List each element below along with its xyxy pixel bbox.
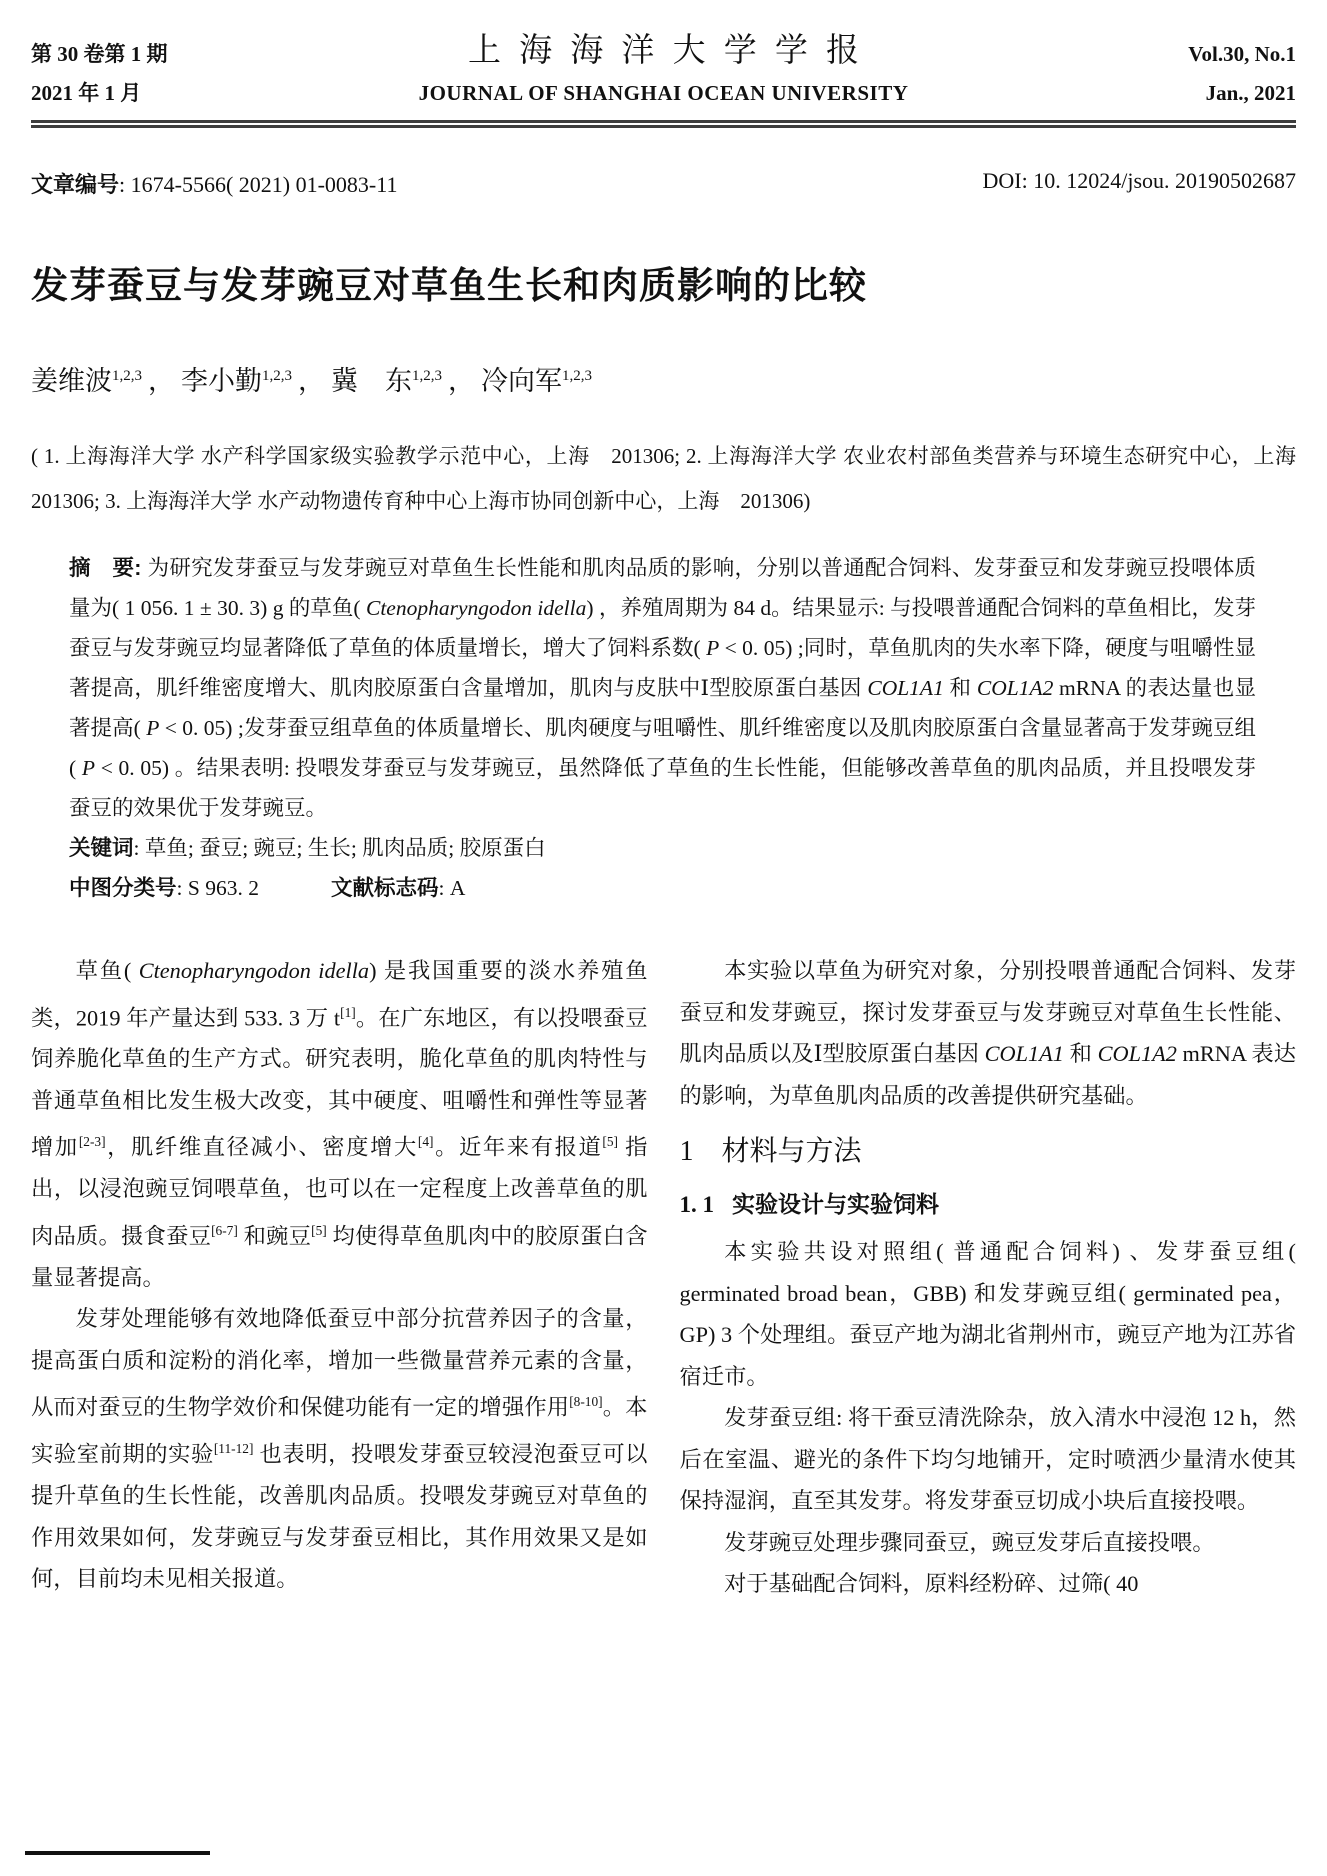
author-name: 李小勤 xyxy=(181,366,262,396)
subsection-heading xyxy=(680,1184,1297,1225)
authors-line xyxy=(31,359,1296,398)
abstract-text: 为研究发芽蚕豆与发芽豌豆对草鱼生长性能和肌肉品质的影响，分别以普通配合饲料、发芽蚕豆和发芽豌豆投喂体质量为( 1 056. 1 ± 30. 3) g 的草鱼( Ctenopharyngodon idella) ，养殖周期为 84 d。结果显示: 与投喂普通配合饲料的草鱼相比，发芽蚕豆与发芽豌豆均显著降低了草鱼的体质量增长，增大了饲料系数( P < 0. 05) ;同时，草鱼肌肉的失水率下降，硬度与咀嚼性显著提高，肌纤维密度增大、肌肉胶原蛋白含量增加，肌肉与皮肤中Ⅰ型胶原蛋白基因 COL1A1 和 COL1A2 mRNA 的表达量也显著提高( P < 0. 05) ;发芽蚕豆组草鱼的体质量增长、肌肉硬度与咀嚼性、肌纤维密度以及肌肉胶原蛋白含量显著高于发芽豌豆组( P < 0. 05) 。结果表明: 投喂发芽蚕豆与发芽豌豆，虽然降低了草鱼的生长性能，但能够改善草鱼的肌肉品质，并且投喂发芽蚕豆的效果优于发芽豌豆。 xyxy=(69,556,1257,820)
author-superscript: 1,2,3 xyxy=(412,368,442,384)
paragraph: 对于基础配合饲料，原料经粉碎、过筛( 40 xyxy=(724,1571,1139,1596)
keywords-label: 关键词 xyxy=(69,836,134,860)
body-columns xyxy=(31,950,1296,1605)
left-column xyxy=(31,950,648,1605)
clc-value: : S 963. 2 xyxy=(176,876,259,900)
subsection-number: 1. 1 xyxy=(679,1192,714,1217)
header-row-1 xyxy=(31,24,1296,71)
author xyxy=(181,366,292,396)
author-separator: ， xyxy=(448,366,475,396)
article-id xyxy=(31,168,397,199)
doc-code-value: : A xyxy=(438,876,466,900)
paragraph: 发芽处理能够有效地降低蚕豆中部分抗营养因子的含量，提高蛋白质和淀粉的消化率，增加一些微量营养元素的含量，从而对蚕豆的生物学效价和保健功能有一定的增强作用[8-10]。本实验室前期的实验[11-12] 也表明，投喂发芽蚕豆较浸泡蚕豆可以提升草鱼的生长性能，改善肌肉品质。投喂发芽豌豆对草鱼的作用效果如何，发芽豌豆与发芽蚕豆相比，其作用效果又是如何，目前均未见相关报道。 xyxy=(31,1306,648,1592)
clc-line xyxy=(69,868,1256,908)
section-heading: 1 材料与方法 xyxy=(679,1136,862,1167)
affiliation-text: ( 1. 上海海洋大学 水产科学国家级实验教学示范中心，上海 201306; 2. 上海海洋大学 农业农村部鱼类营养与环境生态研究中心，上海 201306; 3. 上海海洋大学 水产动物遗传育种中心上海市协同创新中心，上海 201306) xyxy=(31,444,1317,513)
author-superscript: 1,2,3 xyxy=(562,368,592,384)
abstract-colon: : xyxy=(134,556,148,580)
abstract-block xyxy=(69,548,1256,908)
header-row-2 xyxy=(31,77,1296,107)
author-name: 冀 东 xyxy=(331,366,412,396)
abstract-label: 摘 要 xyxy=(69,556,135,580)
paragraph: 草鱼( Ctenopharyngodon idella) 是我国重要的淡水养殖鱼类，2019 年产量达到 533. 3 万 t[1]。在广东地区，有以投喂蚕豆饲养脆化草鱼的生产方式。研究表明，脆化草鱼的肌肉特性与普通草鱼相比发生极大改变，其中硬度、咀嚼性和弹性等显著增加[2-3]，肌纤维直径减小、密度增大[4]。近年来有报道[5] 指出，以浸泡豌豆饲喂草鱼，也可以在一定程度上改善草鱼的肌肉品质。摄食蚕豆[6-7] 和豌豆[5] 均使得草鱼肌肉中的胶原蛋白含量显著提高。 xyxy=(31,958,648,1290)
paragraph: 本实验以草鱼为研究对象，分别投喂普通配合饲料、发芽蚕豆和发芽豌豆，探讨发芽蚕豆与发芽豌豆对草鱼生长性能、肌肉品质以及Ⅰ型胶原蛋白基因 COL1A1 和 COL1A2 mRNA 表达的影响，为草鱼肌肉品质的改善提供研究基础。 xyxy=(679,958,1297,1108)
author-superscript: 1,2,3 xyxy=(112,368,142,384)
author-name: 姜维波 xyxy=(31,366,112,396)
abstract-paragraph xyxy=(69,548,1256,828)
issue-date-en: Jan., 2021 xyxy=(1205,81,1296,105)
doc-code-label: 文献标志码 xyxy=(330,876,439,900)
page-header xyxy=(31,24,1296,128)
journal-title-en: JOURNAL OF SHANGHAI OCEAN UNIVERSITY xyxy=(418,81,909,105)
author xyxy=(481,366,592,396)
author-separator: ， xyxy=(298,366,325,396)
volume-issue-cn: 第 30 卷第 1 期 xyxy=(31,42,168,66)
subsection-title: 实验设计与实验饲料 xyxy=(732,1191,939,1217)
author-separator: ， xyxy=(148,366,175,396)
article-meta-row xyxy=(31,168,1296,199)
paragraph: 发芽蚕豆组: 将干蚕豆清洗除杂，放入清水中浸泡 12 h，然后在室温、避光的条件下均匀地铺开，定时喷洒少量清水使其保持湿润，直至其发芽。将发芽蚕豆切成小块后直接投喂。 xyxy=(679,1405,1296,1513)
clc-label: 中图分类号 xyxy=(69,876,177,900)
issue-date-cn: 2021 年 1 月 xyxy=(31,81,142,105)
right-column xyxy=(680,950,1297,1605)
article-id-label: 文章编号 xyxy=(31,172,120,197)
volume-issue-en: Vol.30, No.1 xyxy=(1188,42,1296,66)
paragraph: 本实验共设对照组( 普通配合饲料) 、发芽蚕豆组( germinated broad bean，GBB) 和发芽豌豆组( germinated pea，GP) 3 个处理组。蚕豆产地为湖北省荆州市，豌豆产地为江苏省宿迁市。 xyxy=(679,1239,1296,1389)
author xyxy=(31,366,142,396)
author xyxy=(331,366,442,396)
footnote-divider xyxy=(25,1851,210,1855)
article-id-value: : 1674-5566( 2021) 01-0083-11 xyxy=(119,172,398,197)
journal-title-cn: 上海海洋大学学报 xyxy=(467,33,878,69)
author-name: 冷向军 xyxy=(481,366,562,396)
author-superscript: 1,2,3 xyxy=(262,368,292,384)
keywords-line xyxy=(69,828,1256,868)
paragraph: 发芽豌豆处理步骤同蚕豆，豌豆发芽后直接投喂。 xyxy=(724,1529,1215,1555)
doi-text: DOI: 10. 12024/jsou. 20190502687 xyxy=(982,168,1296,193)
keywords-text: : 草鱼; 蚕豆; 豌豆; 生长; 肌肉品质; 胶原蛋白 xyxy=(133,836,546,860)
article-title: 发芽蚕豆与发芽豌豆对草鱼生长和肉质影响的比较 xyxy=(31,265,867,306)
header-divider xyxy=(31,120,1296,128)
